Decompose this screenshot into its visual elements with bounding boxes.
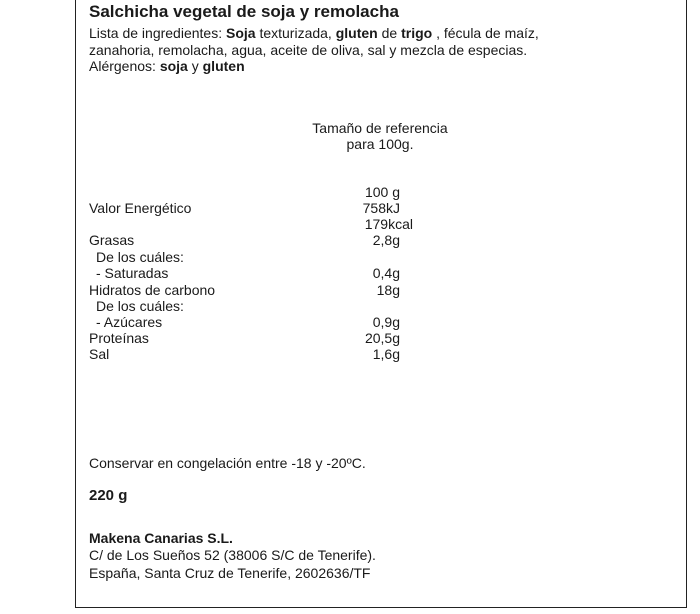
allergens-line [89,58,245,74]
allergens-label: Alérgenos: [89,58,160,74]
nutrient-value: 1,6g [372,346,400,362]
allergen-y: y [187,58,203,74]
nutrient-value: 2,8g [372,232,400,248]
ingredient-gluten: gluten [335,25,378,41]
nutrient-label: Grasas [89,232,135,248]
energy-kcal: 179kcal [364,216,413,232]
net-weight: 220 g [89,487,128,504]
ingredient-soja: Soja [225,25,256,41]
nutrient-value: 0,9g [372,314,400,330]
allergen-gluten: gluten [202,58,245,74]
energy-kj: 758kJ [362,200,400,216]
allergen-soja: soja [159,58,188,74]
nutrient-label: - Azúcares [96,314,163,330]
ingredients-line-1 [89,25,539,41]
nutrient-value: 20,5g [364,330,400,346]
nutrient-label: - Saturadas [96,265,169,281]
nutrition-header-line-2: para 100g. [346,136,414,152]
company-name: Makena Canarias S.L. [89,530,233,546]
ingredient-texturizada: texturizada, [255,25,336,41]
ingredient-trigo: trigo [401,25,433,41]
ingredient-de: de [377,25,402,41]
ingredients-rest: , fécula de maíz, [432,25,539,41]
nutrient-value: 0,4g [372,265,400,281]
energy-label: Valor Energético [89,200,192,216]
nutrient-value: 18g [376,282,400,298]
nutrient-label: De los cuáles: [96,249,184,265]
nutrient-label: De los cuáles: [96,298,184,314]
storage-instructions: Conservar en congelación entre -18 y -20ºC. [89,455,366,471]
nutrient-label: Hidratos de carbono [89,282,216,298]
nutrition-per-100g: 100 g [364,184,400,200]
company-address: C/ de Los Sueños 52 (38006 S/C de Tenerife). [89,547,376,563]
nutrition-header-line-1: Tamaño de referencia [312,120,448,136]
ingredients-line-2: zanahoria, remolacha, agua, aceite de oliva, sal y mezcla de especias. [89,42,528,58]
nutrient-label: Proteínas [89,330,149,346]
company-location: España, Santa Cruz de Tenerife, 2602636/TF [89,565,371,581]
nutrient-label: Sal [89,346,110,362]
product-title: Salchicha vegetal de soja y remolacha [89,2,399,21]
ingredients-label: Lista de ingredientes: [89,25,223,41]
